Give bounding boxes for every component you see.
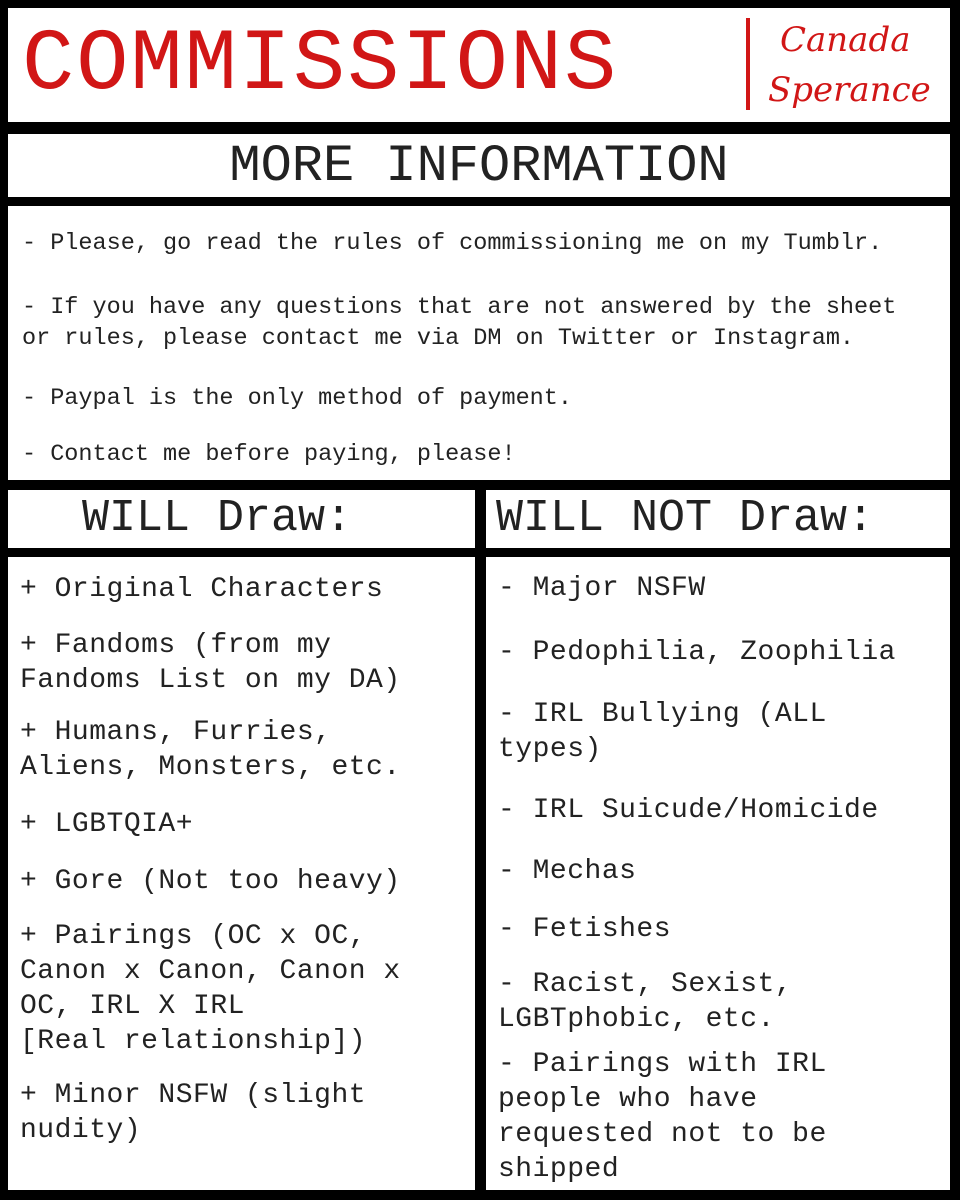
info-body-panel	[8, 206, 950, 480]
info-heading-panel	[8, 134, 950, 197]
will-draw-item: + Fandoms (from my Fandoms List on my DA)	[20, 630, 401, 696]
will-not-draw-item: - Mechas	[498, 856, 637, 887]
will-not-draw-item: - Racist, Sexist, LGBTphobic, etc.	[498, 969, 793, 1035]
will-draw-heading-panel	[8, 490, 475, 548]
info-item: - Please, go read the rules of commissioning me on my Tumblr.	[22, 230, 883, 257]
info-item: - If you have any questions that are not answered by the sheet or rules, please contact me via DM on Twitter or Instagram.	[22, 294, 897, 352]
will-not-draw-item: - Pedophilia, Zoophilia	[498, 637, 896, 668]
info-heading: MORE INFORMATION	[229, 137, 729, 196]
will-draw-heading: WILL Draw:	[82, 493, 353, 544]
info-item: - Paypal is the only method of payment.	[22, 385, 572, 412]
will-not-draw-item: - IRL Bullying (ALL types)	[498, 699, 827, 765]
will-draw-item: + Gore (Not too heavy)	[20, 866, 401, 897]
will-not-draw-item: - Major NSFW	[498, 573, 706, 604]
will-not-draw-heading: WILL NOT Draw:	[496, 493, 875, 544]
will-not-draw-heading-panel	[486, 490, 950, 548]
will-draw-list	[8, 557, 475, 1190]
title-divider	[746, 18, 750, 110]
info-item: - Contact me before paying, please!	[22, 441, 516, 468]
will-draw-item: + Minor NSFW (slight nudity)	[20, 1080, 367, 1146]
artist-name-line-2: Sperance	[768, 70, 931, 110]
will-not-draw-item: - Pairings with IRL people who have requested not to be shipped	[498, 1049, 827, 1185]
will-draw-item: + Original Characters	[20, 574, 384, 605]
will-not-draw-item: - IRL Suicude/Homicide	[498, 795, 879, 826]
will-not-draw-item: - Fetishes	[498, 914, 672, 945]
page-title: COMMISSIONS	[22, 17, 619, 115]
will-draw-item: + Humans, Furries, Aliens, Monsters, etc.	[20, 717, 401, 783]
artist-name-line-1: Canada	[780, 20, 911, 60]
will-draw-item: + Pairings (OC x OC, Canon x Canon, Canon x OC, IRL X IRL [Real relationship])	[20, 921, 401, 1057]
will-not-draw-list	[486, 557, 950, 1190]
title-panel	[8, 8, 950, 122]
will-draw-item: + LGBTQIA+	[20, 809, 194, 840]
